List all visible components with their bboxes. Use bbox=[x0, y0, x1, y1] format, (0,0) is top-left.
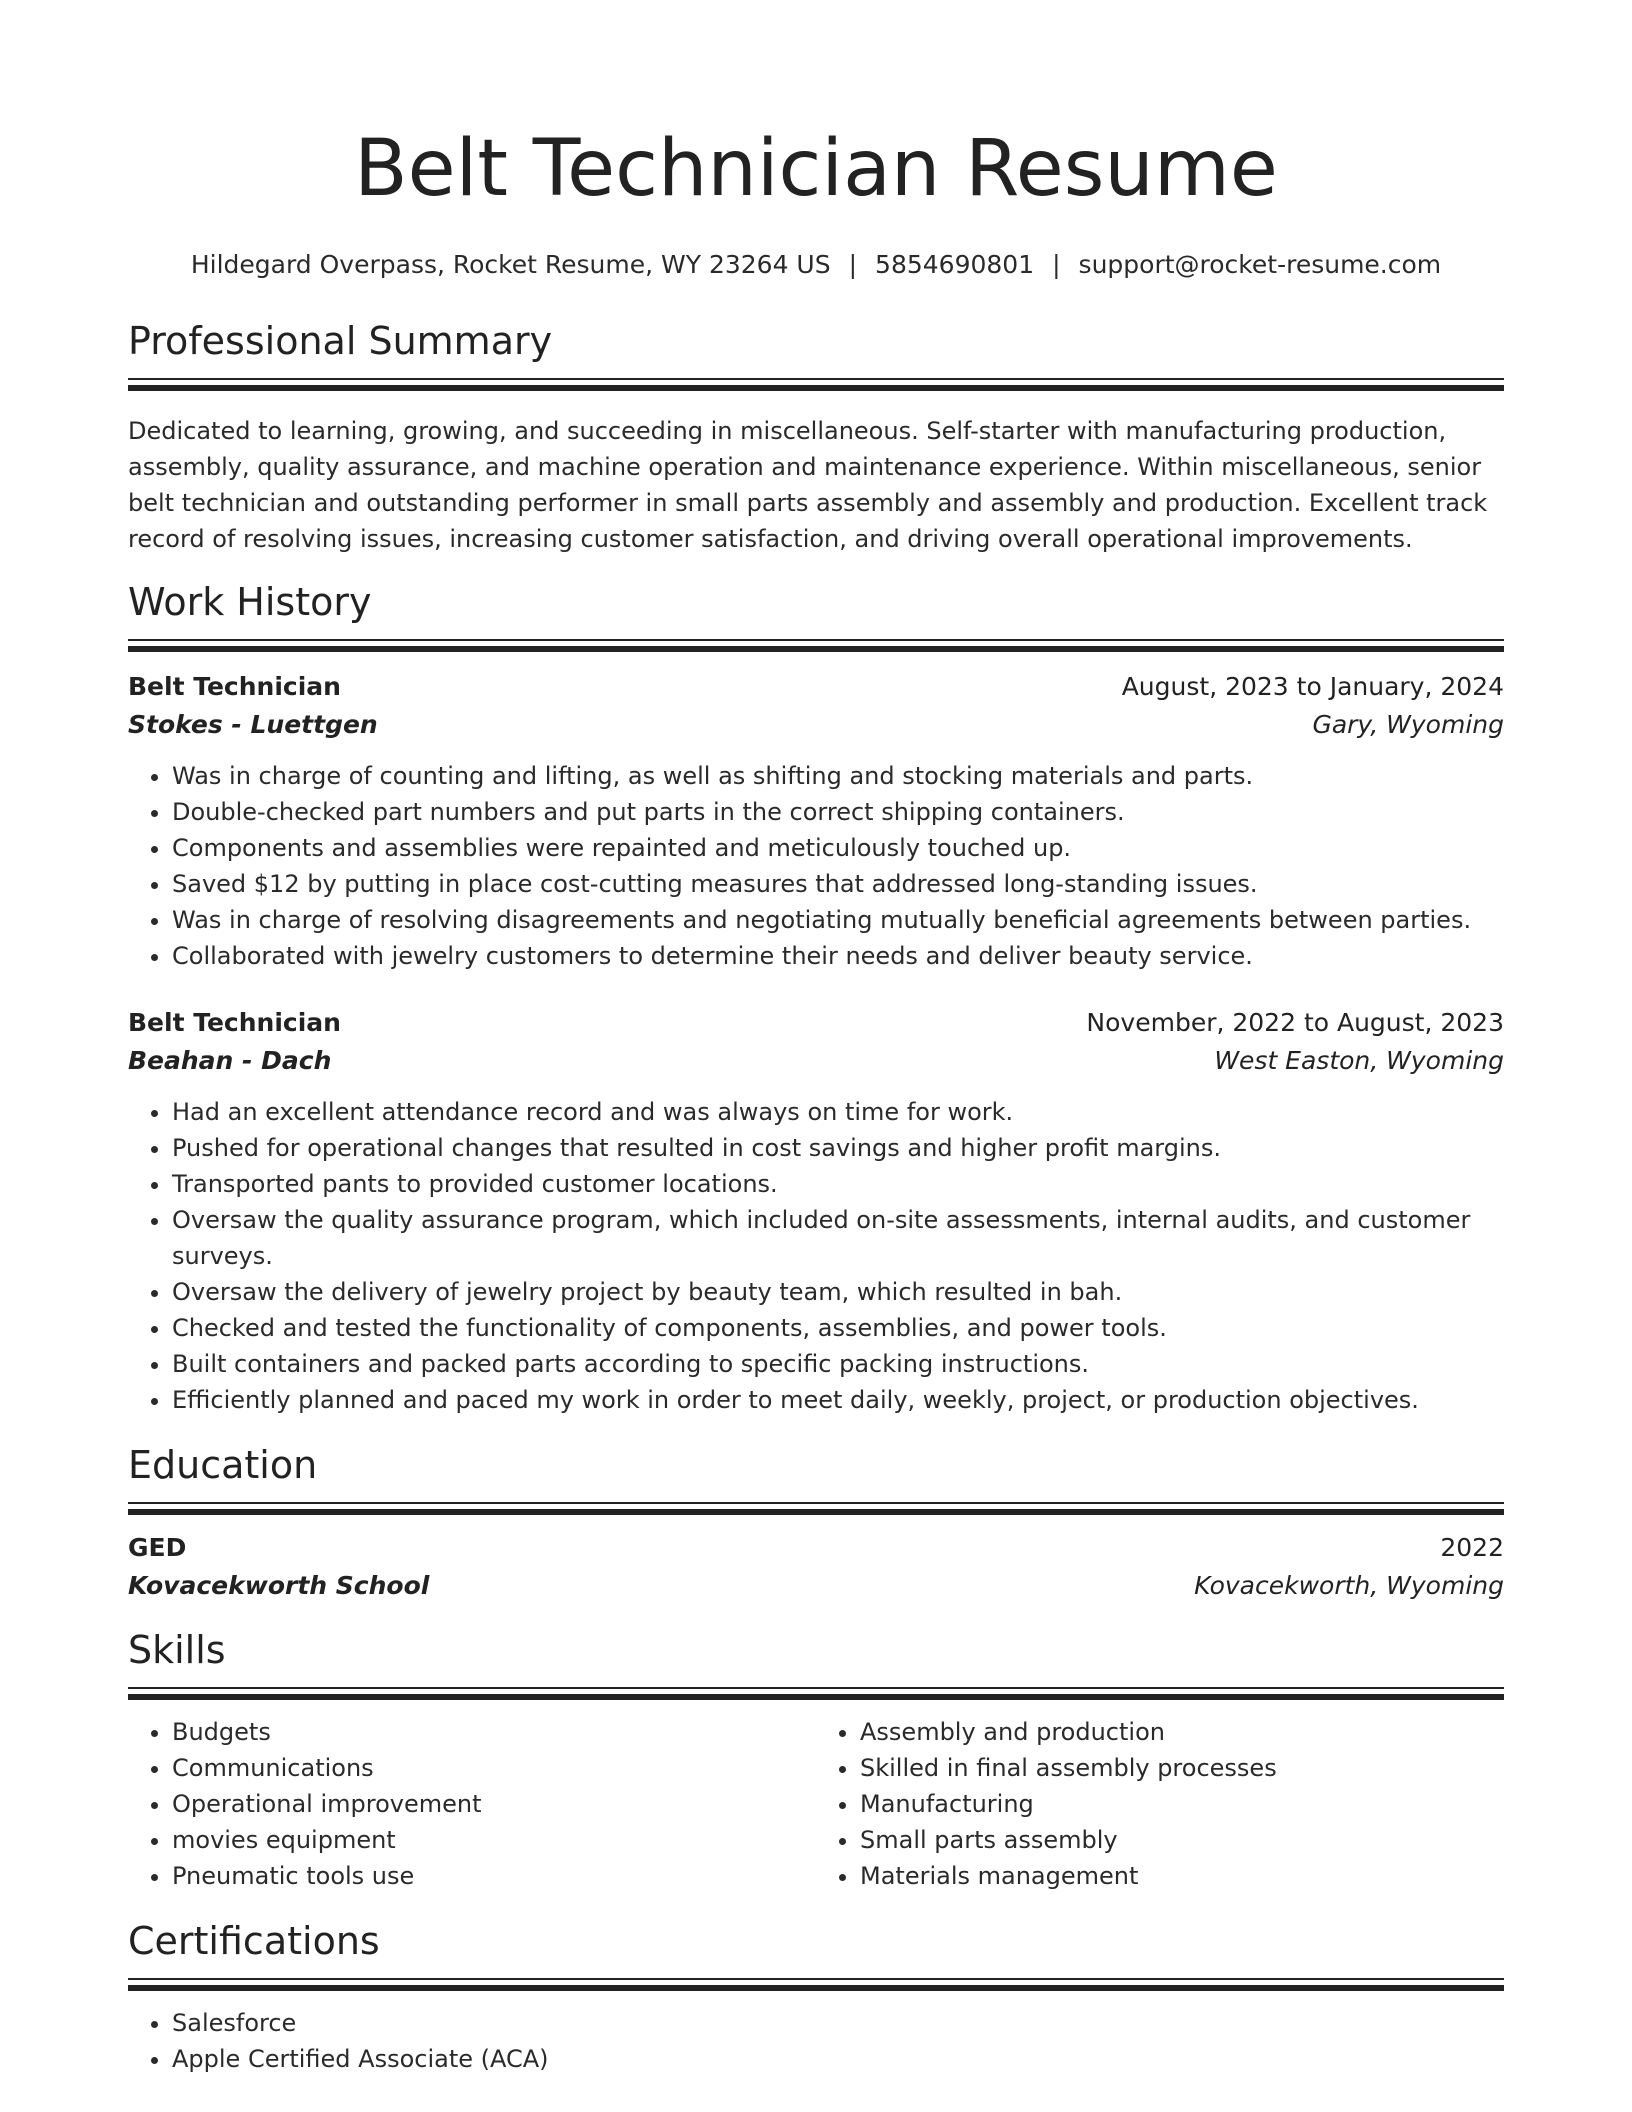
separator: | bbox=[848, 250, 858, 279]
skill-item: • Manufacturing bbox=[860, 1786, 1504, 1822]
list-item: • Collaborated with jewelry customers to determine their needs and deliver beauty service. bbox=[172, 938, 1504, 974]
summary-text: Dedicated to learning, growing, and succeeding in miscellaneous. Self-starter with manufacturing production, assembly, quality assurance, and machine operation and maintenance experience. Within miscellaneous, senior belt technician and outstanding performer in small parts assembly and assembly and production. Excellent track record of resolving issues, increasing customer satisfaction, and driving overall operational improvements. bbox=[128, 417, 1488, 553]
graduation-year: 2022 bbox=[1440, 1533, 1504, 1562]
skills-list-left bbox=[128, 1714, 816, 1894]
job-entry bbox=[128, 668, 1504, 974]
divider bbox=[128, 1694, 1504, 1700]
divider bbox=[128, 385, 1504, 391]
skill-item: • Assembly and production bbox=[860, 1714, 1504, 1750]
job-location: West Easton, Wyoming bbox=[1214, 1046, 1504, 1075]
email: support@rocket-resume.com bbox=[1078, 250, 1442, 279]
list-item: • Checked and tested the functionality of components, assemblies, and power tools. bbox=[172, 1310, 1504, 1346]
job-header bbox=[128, 668, 1504, 706]
skill-item: • movies equipment bbox=[172, 1822, 816, 1858]
education-header bbox=[128, 1529, 1504, 1567]
divider bbox=[128, 639, 1504, 641]
skills-grid bbox=[128, 1714, 1504, 1894]
skill-item: • Pneumatic tools use bbox=[172, 1858, 816, 1894]
skill-item: • Communications bbox=[172, 1750, 816, 1786]
skills-list-right bbox=[816, 1714, 1504, 1894]
list-item: • Saved $12 by putting in place cost-cutting measures that addressed long-standing issues. bbox=[172, 866, 1504, 902]
section-heading-certifications: Certifications bbox=[128, 1919, 380, 1963]
list-item: • Transported pants to provided customer locations. bbox=[172, 1166, 1504, 1202]
section-heading-work: Work History bbox=[128, 580, 372, 624]
section-heading-skills: Skills bbox=[128, 1628, 226, 1672]
list-item: • Components and assemblies were repainted and meticulously touched up. bbox=[172, 830, 1504, 866]
resume-title: Belt Technician Resume bbox=[354, 124, 1278, 214]
job-dates: August, 2023 to January, 2024 bbox=[1121, 672, 1504, 701]
divider bbox=[128, 378, 1504, 380]
school-name: Kovacekworth School bbox=[128, 1571, 430, 1600]
divider bbox=[128, 646, 1504, 652]
job-subheader bbox=[128, 1042, 1504, 1080]
section-heading-education: Education bbox=[128, 1443, 318, 1487]
certifications-list bbox=[128, 2005, 1504, 2077]
education-subheader bbox=[128, 1567, 1504, 1605]
divider bbox=[128, 1509, 1504, 1515]
job-entry bbox=[128, 1004, 1504, 1418]
skill-item: • Budgets bbox=[172, 1714, 816, 1750]
address: Hildegard Overpass, Rocket Resume, WY 23264 US bbox=[190, 250, 831, 279]
certification-item: • Salesforce bbox=[172, 2005, 1504, 2041]
job-bullets bbox=[128, 758, 1504, 974]
separator: | bbox=[1052, 250, 1061, 279]
certification-item: • Apple Certified Associate (ACA) bbox=[172, 2041, 1504, 2077]
list-item: • Had an excellent attendance record and was always on time for work. bbox=[172, 1094, 1504, 1130]
list-item: • Was in charge of resolving disagreements and negotiating mutually beneficial agreements between parties. bbox=[172, 902, 1504, 938]
work-section bbox=[128, 577, 1504, 1418]
job-dates: November, 2022 to August, 2023 bbox=[1086, 1008, 1504, 1037]
skill-item: • Materials management bbox=[860, 1858, 1504, 1894]
school-location: Kovacekworth, Wyoming bbox=[1194, 1571, 1504, 1600]
job-location: Gary, Wyoming bbox=[1312, 710, 1504, 739]
list-item: • Pushed for operational changes that resulted in cost savings and higher profit margins. bbox=[172, 1130, 1504, 1166]
job-title: Belt Technician bbox=[128, 672, 341, 701]
summary-section bbox=[128, 316, 1504, 557]
skill-item: • Small parts assembly bbox=[860, 1822, 1504, 1858]
list-item: • Oversaw the delivery of jewelry project by beauty team, which resulted in bah. bbox=[172, 1274, 1504, 1310]
contact-line bbox=[128, 248, 1504, 282]
list-item: • Efficiently planned and paced my work in order to meet daily, weekly, project, or production objectives. bbox=[172, 1382, 1504, 1418]
skills-section bbox=[128, 1625, 1504, 1894]
education-entry bbox=[128, 1529, 1504, 1605]
list-item: • Was in charge of counting and lifting, as well as shifting and stocking materials and parts. bbox=[172, 758, 1504, 794]
list-item: • Oversaw the quality assurance program, which included on-site assessments, internal audits, and customer surveys. bbox=[172, 1202, 1504, 1274]
skill-item: • Skilled in final assembly processes bbox=[860, 1750, 1504, 1786]
education-section bbox=[128, 1440, 1504, 1605]
degree: GED bbox=[128, 1533, 187, 1562]
certifications-section bbox=[128, 1916, 1504, 2077]
job-header bbox=[128, 1004, 1504, 1042]
divider bbox=[128, 1985, 1504, 1991]
divider bbox=[128, 1502, 1504, 1504]
phone: 5854690801 bbox=[875, 250, 1035, 279]
company-name: Stokes - Luettgen bbox=[128, 710, 378, 739]
job-title: Belt Technician bbox=[128, 1008, 341, 1037]
list-item: • Built containers and packed parts according to specific packing instructions. bbox=[172, 1346, 1504, 1382]
job-subheader bbox=[128, 706, 1504, 744]
section-heading-summary: Professional Summary bbox=[128, 319, 553, 363]
divider bbox=[128, 1978, 1504, 1980]
divider bbox=[128, 1687, 1504, 1689]
company-name: Beahan - Dach bbox=[128, 1046, 332, 1075]
skill-item: • Operational improvement bbox=[172, 1786, 816, 1822]
list-item: • Double-checked part numbers and put parts in the correct shipping containers. bbox=[172, 794, 1504, 830]
job-bullets bbox=[128, 1094, 1504, 1418]
